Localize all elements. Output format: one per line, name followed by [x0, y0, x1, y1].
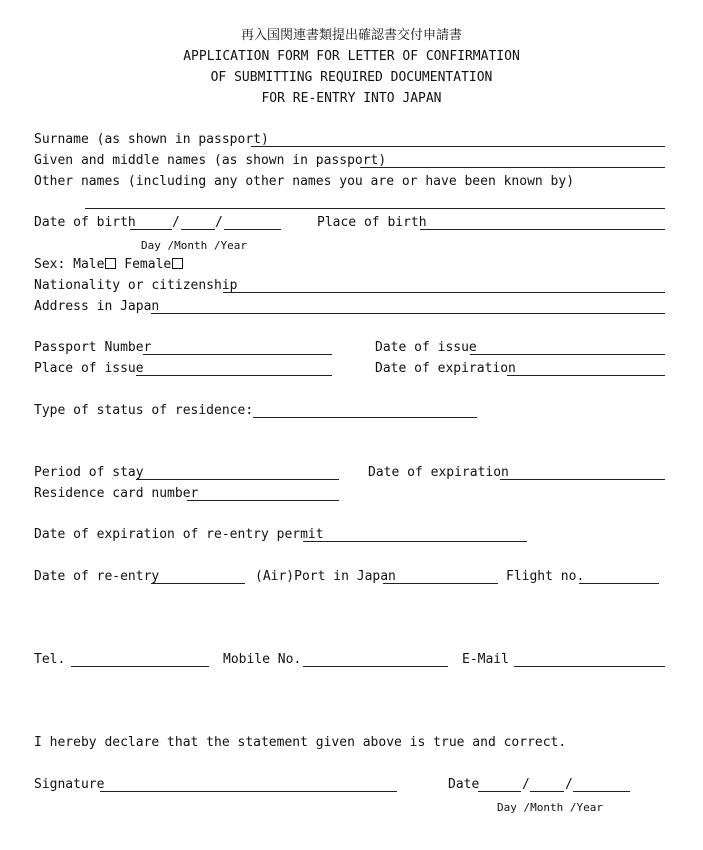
slash: /	[172, 215, 180, 230]
given-names-field[interactable]	[360, 167, 665, 168]
date-of-reentry-label: Date of re-entry	[34, 569, 160, 584]
status-expiration-field[interactable]	[500, 479, 665, 480]
female-checkbox[interactable]	[172, 258, 183, 269]
signature-date-label: Date	[448, 777, 480, 792]
signature-month-field[interactable]	[530, 791, 564, 792]
signature-field[interactable]	[100, 791, 397, 792]
place-of-birth-field[interactable]	[420, 229, 665, 230]
sex-label-text: Sex:	[34, 257, 66, 272]
other-names-label: Other names (including any other names you are or have been known by)	[34, 174, 575, 189]
birth-month-field[interactable]	[181, 229, 215, 230]
form-title-line-3: FOR RE-ENTRY INTO JAPAN	[261, 91, 442, 106]
given-names-label: Given and middle names (as shown in passport)	[34, 153, 387, 168]
sex-label	[34, 256, 183, 274]
form-title-line-2: OF SUBMITTING REQUIRED DOCUMENTATION	[210, 70, 493, 85]
date-of-issue-field[interactable]	[470, 354, 665, 355]
residence-card-label: Residence card number	[34, 486, 199, 501]
surname-label: Surname (as shown in passport)	[34, 132, 269, 147]
mobile-field[interactable]	[303, 666, 448, 667]
email-label: E-Mail	[462, 652, 509, 667]
date-of-expiration-field[interactable]	[507, 375, 665, 376]
period-of-stay-field[interactable]	[136, 479, 339, 480]
reentry-permit-expiration-field[interactable]	[303, 541, 527, 542]
place-of-issue-field[interactable]	[136, 375, 332, 376]
address-field[interactable]	[151, 313, 665, 314]
signature-label: Signature	[34, 777, 105, 792]
signature-year-field[interactable]	[573, 791, 630, 792]
signature-date-format-hint: Day /Month /Year	[497, 801, 603, 814]
tel-label: Tel.	[34, 652, 66, 667]
residence-card-field[interactable]	[187, 500, 339, 501]
flight-number-field[interactable]	[579, 583, 659, 584]
date-of-expiration-label: Date of expiration	[375, 361, 516, 376]
surname-field[interactable]	[251, 146, 665, 147]
slash: /	[522, 777, 530, 792]
airport-label: (Air)Port in Japan	[255, 569, 396, 584]
reentry-permit-expiration-label: Date of expiration of re-entry permit	[34, 527, 324, 542]
date-of-issue-label: Date of issue	[375, 340, 477, 355]
address-label: Address in Japan	[34, 299, 160, 314]
declaration-text: I hereby declare that the statement given above is true and correct.	[34, 735, 567, 750]
slash: /	[565, 777, 573, 792]
male-checkbox[interactable]	[105, 258, 116, 269]
date-of-reentry-field[interactable]	[151, 583, 245, 584]
date-format-hint: Day /Month /Year	[141, 239, 247, 252]
date-of-birth-label: Date of birth	[34, 215, 136, 230]
male-label: Male	[73, 257, 105, 272]
tel-field[interactable]	[71, 666, 209, 667]
status-type-field[interactable]	[253, 417, 477, 418]
female-label: Female	[124, 257, 172, 272]
flight-number-label: Flight no.	[506, 569, 585, 584]
birth-day-field[interactable]	[130, 229, 172, 230]
signature-day-field[interactable]	[478, 791, 521, 792]
nationality-label: Nationality or citizenship	[34, 278, 238, 293]
period-of-stay-label: Period of stay	[34, 465, 144, 480]
place-of-birth-label: Place of birth	[317, 215, 427, 230]
passport-number-field[interactable]	[143, 354, 332, 355]
birth-year-field[interactable]	[224, 229, 281, 230]
form-title-line-1: APPLICATION FORM FOR LETTER OF CONFIRMATION	[183, 49, 520, 64]
slash: /	[215, 215, 223, 230]
email-field[interactable]	[514, 666, 665, 667]
status-expiration-label: Date of expiration	[368, 465, 509, 480]
japanese-title: 再入国関連書類提出確認書交付申請書	[240, 28, 462, 43]
passport-number-label: Passport Number	[34, 340, 152, 355]
place-of-issue-label: Place of issue	[34, 361, 144, 376]
airport-field[interactable]	[383, 583, 498, 584]
nationality-field[interactable]	[223, 292, 665, 293]
other-names-field[interactable]	[85, 208, 665, 209]
status-type-label: Type of status of residence:	[34, 403, 254, 418]
mobile-label: Mobile No.	[223, 652, 302, 667]
